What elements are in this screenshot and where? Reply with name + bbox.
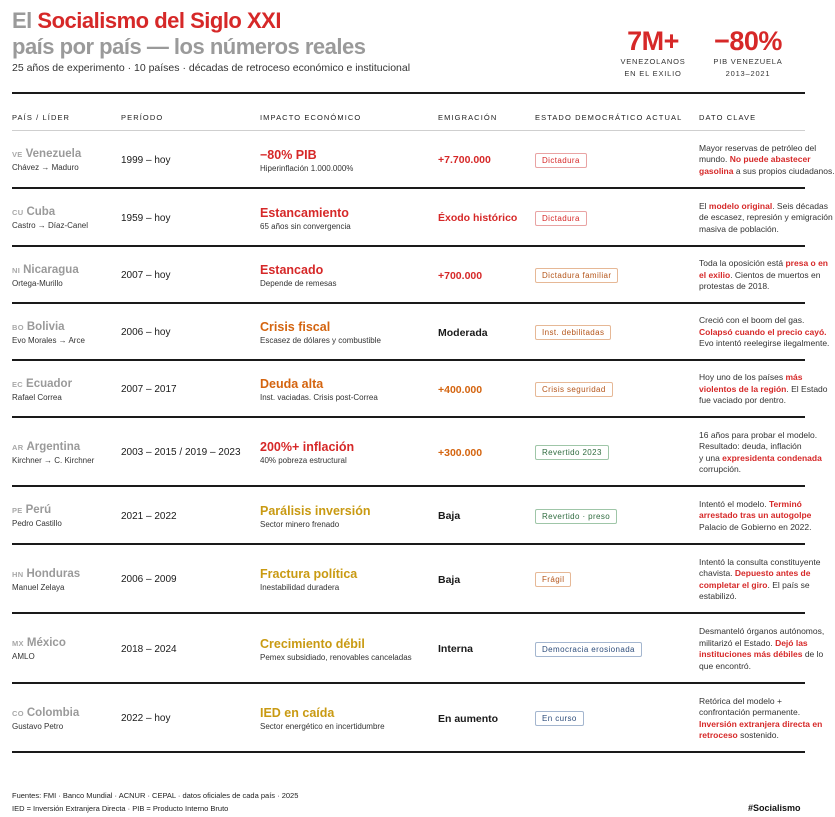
column-header-impacto: IMPACTO ECONÓMICO	[260, 113, 362, 122]
emigration-cell	[438, 189, 517, 247]
country-name: Cuba	[26, 206, 56, 218]
period-value: 2018 – 2024	[121, 643, 177, 655]
key-fact-line	[699, 510, 812, 522]
impact-detail: Inestabilidad duradera	[260, 583, 340, 592]
key-fact-cell	[699, 487, 812, 545]
impact-detail: Pemex subsidiado, renovables canceladas	[260, 652, 412, 662]
key-fact-highlight: modelo original	[708, 200, 773, 211]
key-fact-line	[699, 165, 835, 178]
impact-detail: Sector energético en incertidumbre	[260, 722, 385, 731]
country-cell	[12, 614, 66, 684]
key-fact-fragment: militarizó el Estado.	[699, 637, 776, 648]
key-fact-fragment: Hoy uno de los países	[699, 372, 786, 383]
emigration-value: +400.000	[438, 383, 483, 396]
impact-detail: 40% pobreza estructural	[260, 456, 347, 465]
table-row	[12, 614, 825, 684]
table-row	[12, 487, 812, 545]
emigration-value: Moderada	[438, 326, 488, 339]
country-cell	[12, 487, 62, 545]
country-name: Colombia	[26, 706, 80, 719]
country-code: PE	[12, 506, 23, 515]
hashtag: #Socialismo	[748, 803, 801, 813]
stat-label: VENEZOLANOS	[620, 57, 686, 66]
key-fact-highlight: gasolina	[699, 165, 734, 176]
impact-detail: Escasez de dólares y combustible	[260, 336, 381, 345]
status-cell	[535, 418, 609, 487]
key-fact-cell	[699, 614, 825, 684]
key-fact-cell	[699, 189, 833, 247]
emigration-value: +7.700.000	[438, 154, 491, 166]
impact-cell	[260, 418, 354, 487]
key-fact-fragment: Resultado: deuda, inflación	[699, 441, 802, 451]
column-header-estado: ESTADO DEMOCRÁTICO ACTUAL	[535, 113, 683, 122]
key-fact-line	[699, 212, 833, 224]
table-row	[12, 545, 821, 614]
key-fact-highlight: expresidenta condenada	[722, 452, 822, 463]
key-fact-line	[699, 154, 811, 166]
period-cell	[121, 684, 171, 753]
stat-value: −80%	[714, 26, 782, 56]
table-row	[12, 418, 822, 487]
key-fact-fragment: protestas de 2018.	[699, 281, 770, 292]
country-cell	[12, 418, 94, 487]
key-fact-line	[699, 200, 828, 213]
title-prefix: El	[12, 8, 32, 33]
impact-value: IED en caída	[260, 706, 335, 720]
key-fact-fragment: mundo.	[699, 154, 730, 165]
key-fact-cell	[699, 418, 822, 487]
status-cell	[535, 487, 617, 545]
key-fact-line	[699, 661, 805, 673]
key-fact-text	[699, 498, 812, 534]
key-fact-fragment: 16 años para probar el modelo.	[699, 429, 818, 440]
status-cell	[535, 684, 584, 753]
status-cell	[535, 614, 642, 684]
key-fact-cell	[699, 131, 835, 189]
key-fact-line	[699, 464, 805, 476]
emigration-cell	[438, 247, 482, 304]
key-fact-fragment: Intentó la consulta constituyente	[699, 556, 821, 567]
impact-cell	[260, 545, 357, 614]
country-name-line	[12, 148, 81, 160]
key-fact-highlight: violentos de la región	[699, 383, 787, 394]
country-name-line	[12, 504, 62, 516]
header	[12, 8, 802, 88]
country-code: CO	[12, 708, 24, 718]
status-badge: Crisis seguridad	[535, 382, 613, 397]
key-fact-line	[699, 315, 805, 327]
key-fact-text	[699, 142, 835, 178]
table-row	[12, 189, 833, 247]
status-cell	[535, 304, 611, 361]
emigration-value: Baja	[438, 510, 461, 522]
impact-cell	[260, 684, 385, 753]
key-fact-fragment: confrontación permanente.	[699, 707, 801, 717]
impact-cell	[260, 614, 412, 684]
stat-exiles	[610, 28, 696, 78]
key-fact-line	[699, 338, 830, 350]
emigration-cell	[438, 614, 473, 684]
key-fact-highlight: Depuesto antes de	[734, 568, 811, 578]
country-name: Nicaragua	[23, 263, 79, 276]
key-fact-fragment: Evo intentó reelegirse ilegalmente.	[699, 338, 830, 349]
period-value: 1959 – hoy	[121, 212, 171, 224]
country-name-line	[12, 264, 79, 276]
status-cell	[535, 189, 587, 247]
key-fact-fragment: Toda la oposición está	[699, 258, 786, 269]
footer-glossary: IED = Inversión Extranjera Directa · PIB = Producto Interno Bruto	[12, 804, 229, 813]
key-fact-text	[699, 258, 829, 293]
key-fact-fragment: a sus propios ciudadanos.	[733, 165, 835, 176]
country-name-line	[12, 321, 85, 333]
key-fact-highlight: instituciones más débiles	[699, 649, 803, 659]
key-fact-line	[699, 429, 818, 442]
status-cell	[535, 361, 613, 418]
period-cell	[121, 189, 171, 247]
key-fact-fragment: que encontró.	[699, 660, 751, 671]
impact-value: Deuda alta	[260, 377, 324, 391]
page-title	[12, 8, 281, 34]
key-fact-text	[699, 429, 822, 476]
impact-detail: 65 años sin convergencia	[260, 221, 351, 231]
emigration-cell	[438, 545, 460, 614]
key-fact-highlight: arrestado tras un autogolpe	[699, 510, 812, 521]
key-fact-line	[699, 696, 805, 708]
country-name-line	[12, 378, 72, 390]
country-name-line	[12, 637, 66, 649]
emigration-value: +700.000	[438, 269, 483, 282]
country-code: MX	[12, 639, 24, 648]
stat-value: 7M+	[627, 26, 679, 56]
emigration-cell	[438, 131, 491, 189]
impact-cell	[260, 487, 370, 545]
key-fact-fragment: chavista.	[699, 568, 735, 578]
key-fact-line	[699, 269, 821, 282]
key-fact-highlight: Inversión extranjera directa en	[699, 718, 823, 729]
leader-name: AMLO	[12, 652, 35, 661]
key-fact-highlight: No puede abastecer	[729, 154, 811, 165]
period-cell	[121, 304, 171, 361]
status-cell	[535, 131, 587, 189]
key-fact-line	[699, 281, 805, 293]
key-fact-line	[699, 626, 825, 638]
impact-value: −80% PIB	[260, 147, 317, 162]
leader-name: Evo Morales → Arce	[12, 335, 85, 345]
emigration-cell	[438, 361, 482, 418]
key-fact-line	[699, 591, 805, 603]
country-name: México	[26, 637, 66, 649]
key-fact-highlight: presa o en	[785, 258, 829, 269]
country-code: VE	[12, 150, 23, 159]
leader-name: Ortega-Murillo	[12, 278, 63, 288]
key-fact-cell	[699, 684, 823, 753]
table-row	[12, 361, 828, 418]
key-fact-highlight: Terminó	[768, 498, 802, 509]
status-badge: Democracia erosionada	[535, 642, 642, 657]
column-header-emigracion: EMIGRACIÓN	[438, 113, 498, 122]
leader-name: Rafael Correa	[12, 392, 62, 402]
period-value: 1999 – hoy	[121, 154, 171, 166]
key-fact-line	[699, 452, 822, 465]
period-cell	[121, 361, 177, 418]
country-code: EC	[12, 379, 24, 389]
key-fact-text	[699, 626, 825, 672]
column-header-dato: DATO CLAVE	[699, 113, 757, 122]
key-fact-text	[699, 200, 833, 236]
page-title-line2: país por país — los números reales	[12, 34, 366, 59]
stat-gdp	[702, 28, 794, 78]
key-fact-line	[699, 521, 812, 534]
key-fact-fragment: sostenido.	[737, 730, 779, 740]
key-fact-line	[699, 499, 805, 511]
emigration-value: En aumento	[438, 712, 499, 725]
key-fact-cell	[699, 247, 829, 304]
leader-name: Kirchner → C. Kirchner	[12, 455, 95, 465]
country-name-line	[12, 206, 88, 218]
key-fact-highlight: completar el giro	[699, 579, 768, 590]
key-fact-fragment: El	[699, 200, 709, 211]
impact-detail: Depende de remesas	[260, 279, 337, 288]
key-fact-line	[699, 718, 823, 731]
key-fact-highlight: el exilio	[699, 269, 731, 280]
leader-name: Gustavo Petro	[12, 721, 64, 731]
country-name: Bolivia	[26, 320, 65, 333]
period-value: 2006 – 2009	[121, 574, 177, 585]
period-cell	[121, 545, 177, 614]
key-fact-line	[699, 707, 805, 719]
period-cell	[121, 487, 177, 545]
table-row	[12, 684, 823, 753]
key-fact-fragment: y una	[699, 452, 723, 463]
key-fact-fragment: corrupción.	[699, 464, 742, 474]
country-name-line	[12, 568, 80, 580]
key-fact-fragment: Retórica del modelo +	[699, 695, 782, 706]
country-name: Venezuela	[25, 148, 82, 160]
impact-cell	[260, 189, 351, 247]
key-fact-text	[699, 372, 828, 407]
country-name-line	[12, 441, 94, 453]
key-fact-line	[699, 568, 811, 580]
table-row	[12, 131, 835, 189]
column-header-periodo: PERÍODO	[121, 113, 164, 122]
key-fact-line	[699, 649, 824, 661]
status-badge: Revertido · preso	[535, 509, 617, 524]
impact-detail: Sector minero frenado	[260, 519, 340, 529]
period-value: 2007 – 2017	[121, 384, 177, 395]
impact-value: Fractura política	[260, 567, 358, 581]
key-fact-text	[699, 556, 821, 603]
key-fact-cell	[699, 304, 830, 361]
country-cell	[12, 189, 88, 247]
impact-value: Estancado	[260, 263, 324, 277]
country-code: CU	[12, 208, 24, 217]
country-code: AR	[12, 442, 24, 452]
impact-cell	[260, 131, 353, 189]
row-divider	[12, 751, 805, 753]
stat-label: EN EL EXILIO	[624, 69, 682, 78]
key-fact-line	[699, 395, 805, 407]
key-fact-line	[699, 224, 805, 236]
key-fact-line	[699, 142, 817, 155]
key-fact-fragment: Creció con el boom del gas.	[699, 315, 805, 326]
status-badge: Inst. debilitadas	[535, 325, 611, 340]
key-fact-fragment: estabilizó.	[699, 591, 737, 601]
key-fact-line	[699, 579, 810, 592]
key-fact-text	[699, 315, 830, 350]
impact-value: Crecimiento débil	[260, 636, 365, 651]
emigration-cell	[438, 684, 498, 753]
key-fact-cell	[699, 545, 821, 614]
country-code: BO	[12, 322, 24, 332]
key-fact-fragment: . El Estado	[786, 383, 828, 394]
country-cell	[12, 545, 80, 614]
status-badge: Dictadura	[535, 211, 587, 226]
status-badge: Dictadura	[535, 153, 587, 168]
key-fact-fragment: masiva de población.	[699, 223, 779, 234]
page-subtitle: 25 años de experimento · 10 países · décadas de retroceso económico e institucional	[12, 62, 411, 74]
impact-cell	[260, 361, 378, 418]
key-fact-line	[699, 441, 805, 453]
country-code: HN	[12, 569, 24, 579]
period-value: 2021 – 2022	[121, 510, 177, 522]
emigration-value: Interna	[438, 643, 474, 655]
emigration-cell	[438, 304, 488, 361]
key-fact-highlight: más	[785, 372, 803, 383]
key-fact-fragment: Palacio de Gobierno en 2022.	[699, 521, 812, 532]
country-cell	[12, 131, 81, 189]
table-row	[12, 304, 830, 361]
period-value: 2006 – hoy	[121, 327, 171, 338]
period-cell	[121, 418, 241, 487]
key-fact-fragment: Mayor reservas de petróleo del	[699, 142, 817, 153]
key-fact-cell	[699, 361, 828, 418]
leader-name: Manuel Zelaya	[12, 582, 65, 592]
key-fact-fragment: de lo	[802, 649, 824, 659]
country-cell	[12, 247, 79, 304]
emigration-value: Éxodo histórico	[438, 212, 518, 224]
key-fact-highlight: Colapsó cuando el precio cayó.	[699, 326, 827, 337]
country-cell	[12, 684, 79, 753]
period-value: 2003 – 2015 / 2019 – 2023	[121, 447, 241, 458]
status-badge: Frágil	[535, 572, 571, 587]
country-name: Perú	[25, 504, 52, 516]
key-fact-line	[699, 258, 829, 270]
key-fact-line	[699, 730, 805, 742]
key-fact-fragment: . El país se	[767, 579, 810, 590]
key-fact-text	[699, 695, 823, 742]
period-value: 2022 – hoy	[121, 713, 171, 724]
status-badge: Revertido 2023	[535, 445, 609, 460]
impact-detail: Inst. vaciadas. Crisis post-Correa	[260, 393, 378, 402]
key-fact-fragment: de escasez, represión y emigración	[699, 212, 833, 223]
period-cell	[121, 247, 171, 304]
leader-name: Castro → Díaz-Canel	[12, 221, 89, 230]
key-fact-line	[699, 383, 828, 396]
country-cell	[12, 361, 72, 418]
leader-name: Chávez → Maduro	[12, 163, 79, 172]
status-cell	[535, 247, 618, 304]
table-row	[12, 247, 829, 304]
period-cell	[121, 614, 177, 684]
emigration-value: Baja	[438, 573, 461, 586]
key-fact-highlight: Dejó las	[775, 637, 808, 648]
impact-cell	[260, 304, 381, 361]
footer-sources: Fuentes: FMI · Banco Mundial · ACNUR · CEPAL · datos oficiales de cada país · 2025	[12, 791, 299, 800]
header-divider	[12, 92, 805, 94]
impact-value: 200%+ inflación	[260, 440, 355, 454]
status-cell	[535, 545, 571, 614]
key-fact-fragment: . Cientos de muertos en	[730, 269, 821, 280]
country-name: Argentina	[26, 440, 81, 453]
title-highlight: Socialismo del Siglo XXI	[37, 8, 281, 33]
key-fact-line	[699, 637, 808, 650]
stat-label: 2013–2021	[725, 69, 771, 78]
country-cell	[12, 304, 85, 361]
column-header-pais: PAÍS / LÍDER	[12, 113, 71, 122]
emigration-cell	[438, 487, 460, 545]
country-name-line	[12, 707, 79, 719]
country-name: Ecuador	[26, 377, 73, 390]
key-fact-line	[699, 326, 827, 339]
key-fact-fragment: Intentó el modelo.	[699, 498, 769, 509]
impact-value: Parálisis inversión	[260, 503, 371, 518]
impact-cell	[260, 247, 337, 304]
country-code: NI	[12, 265, 21, 275]
period-cell	[121, 131, 171, 189]
status-badge: En curso	[535, 711, 584, 726]
stat-label: PIB VENEZUELA	[713, 57, 783, 66]
leader-name: Pedro Castillo	[12, 519, 62, 528]
status-badge: Dictadura familiar	[535, 268, 618, 283]
key-fact-line	[699, 556, 821, 569]
country-name: Honduras	[26, 567, 81, 580]
period-value: 2007 – hoy	[121, 270, 171, 281]
key-fact-fragment: Desmanteló órganos autónomos,	[699, 626, 825, 636]
emigration-cell	[438, 418, 482, 487]
key-fact-line	[699, 372, 805, 384]
impact-value: Estancamiento	[260, 205, 349, 220]
key-fact-highlight: retroceso	[699, 730, 738, 740]
key-fact-fragment: fue vaciado por dentro.	[699, 395, 786, 406]
impact-value: Crisis fiscal	[260, 320, 331, 334]
key-fact-fragment: . Seis décadas	[772, 200, 828, 211]
impact-detail: Hiperinflación 1.000.000%	[260, 163, 354, 173]
emigration-value: +300.000	[438, 446, 483, 459]
